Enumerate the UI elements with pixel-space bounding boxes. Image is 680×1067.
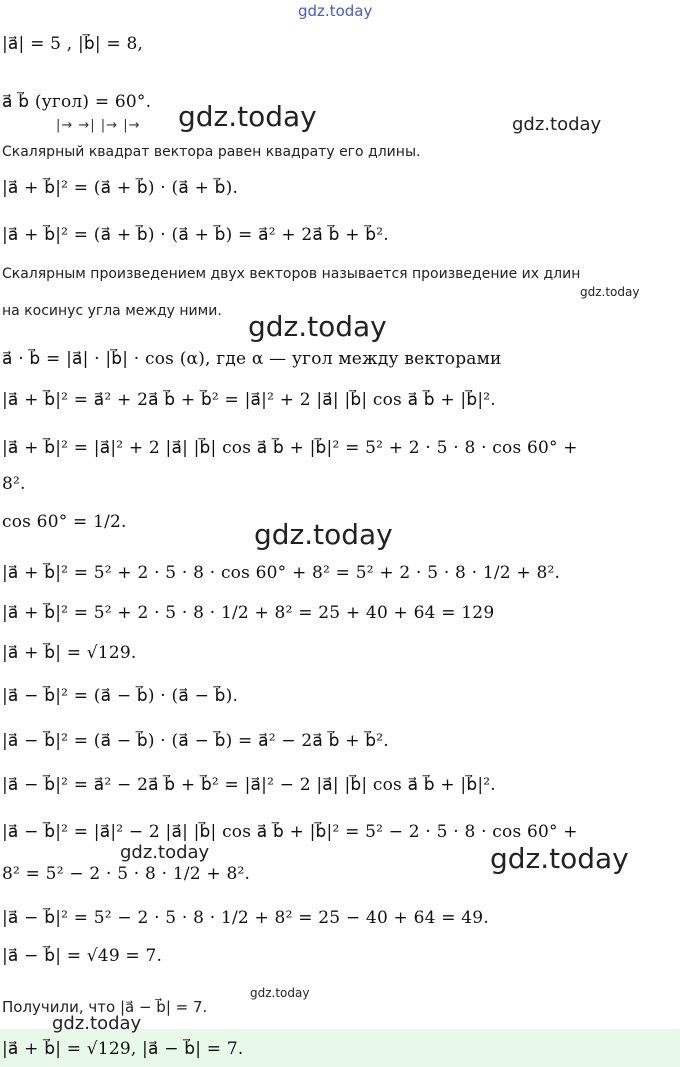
given-angle: a⃗ b⃗ (угол) = 60°. bbox=[2, 92, 152, 112]
formula-line: 8². bbox=[2, 474, 26, 494]
formula-line: |a⃗ + b⃗|² = (a⃗ + b⃗) · (a⃗ + b⃗). bbox=[2, 178, 239, 198]
watermark: gdz.today bbox=[298, 2, 373, 20]
arrow-marks: |→ →| |→ |→ bbox=[56, 118, 141, 133]
conclusion-line: Получили, что |a⃗ − b⃗| = 7. bbox=[2, 998, 208, 1016]
formula-line: |a⃗ + b⃗| = √129. bbox=[2, 643, 137, 663]
watermark: gdz.today bbox=[248, 310, 387, 343]
formula-line: |a⃗ + b⃗|² = (a⃗ + b⃗) · (a⃗ + b⃗) = a⃗² + 2a⃗ b⃗ + b⃗². bbox=[2, 225, 389, 245]
formula-line: |a⃗ − b⃗|² = (a⃗ − b⃗) · (a⃗ − b⃗) = a⃗² − 2a⃗ b⃗ + b⃗². bbox=[2, 731, 389, 751]
formula-line: |a⃗ − b⃗| = √49 = 7. bbox=[2, 946, 163, 966]
formula-line: |a⃗ + b⃗|² = |a⃗|² + 2 |a⃗| |b⃗| cos a⃗ b⃗ + |b⃗|² = 5² + 2 · 5 · 8 · cos 60° + bbox=[2, 438, 578, 458]
watermark: gdz.today bbox=[52, 1013, 142, 1034]
formula-line: 8² = 5² − 2 · 5 · 8 · 1/2 + 8². bbox=[2, 864, 251, 884]
formula-line: cos 60° = 1/2. bbox=[2, 512, 127, 532]
text-line: Скалярный квадрат вектора равен квадрату его длины. bbox=[2, 144, 421, 160]
watermark: gdz.today bbox=[512, 114, 602, 135]
watermark: gdz.today bbox=[250, 986, 310, 1000]
formula-line: |a⃗ − b⃗|² = 5² − 2 · 5 · 8 · 1/2 + 8² = 25 − 40 + 64 = 49. bbox=[2, 908, 489, 928]
watermark: gdz.today bbox=[254, 518, 393, 551]
text-line: на косинус угла между ними. bbox=[2, 303, 222, 319]
formula-line: |a⃗ − b⃗|² = (a⃗ − b⃗) · (a⃗ − b⃗). bbox=[2, 686, 239, 706]
final-answer: |a⃗ + b⃗| = √129, |a⃗ − b⃗| = 7. bbox=[2, 1039, 244, 1059]
formula-line: a⃗ · b⃗ = |a⃗| · |b⃗| · cos (α), где α — угол между векторами bbox=[2, 349, 502, 369]
formula-line: |a⃗ + b⃗|² = 5² + 2 · 5 · 8 · cos 60° + 8² = 5² + 2 · 5 · 8 · 1/2 + 8². bbox=[2, 563, 561, 583]
watermark: gdz.today bbox=[120, 842, 210, 863]
formula-line: |a⃗ − b⃗|² = |a⃗|² − 2 |a⃗| |b⃗| cos a⃗ b⃗ + |b⃗|² = 5² − 2 · 5 · 8 · cos 60° + bbox=[2, 822, 578, 842]
watermark: gdz.today bbox=[580, 285, 640, 299]
formula-line: |a⃗ − b⃗|² = a⃗² − 2a⃗ b⃗ + b⃗² = |a⃗|² − 2 |a⃗| |b⃗| cos a⃗ b⃗ + |b⃗|². bbox=[2, 775, 496, 795]
given-lengths: |a⃗| = 5 , |b⃗| = 8, bbox=[2, 34, 144, 54]
text-line: Скалярным произведением двух векторов называется произведение их длин bbox=[2, 266, 581, 282]
formula-line: |a⃗ + b⃗|² = 5² + 2 · 5 · 8 · 1/2 + 8² = 25 + 40 + 64 = 129 bbox=[2, 603, 495, 623]
formula-line: |a⃗ + b⃗|² = a⃗² + 2a⃗ b⃗ + b⃗² = |a⃗|² + 2 |a⃗| |b⃗| cos a⃗ b⃗ + |b⃗|². bbox=[2, 390, 496, 410]
watermark: gdz.today bbox=[178, 100, 317, 133]
watermark: gdz.today bbox=[490, 842, 629, 875]
